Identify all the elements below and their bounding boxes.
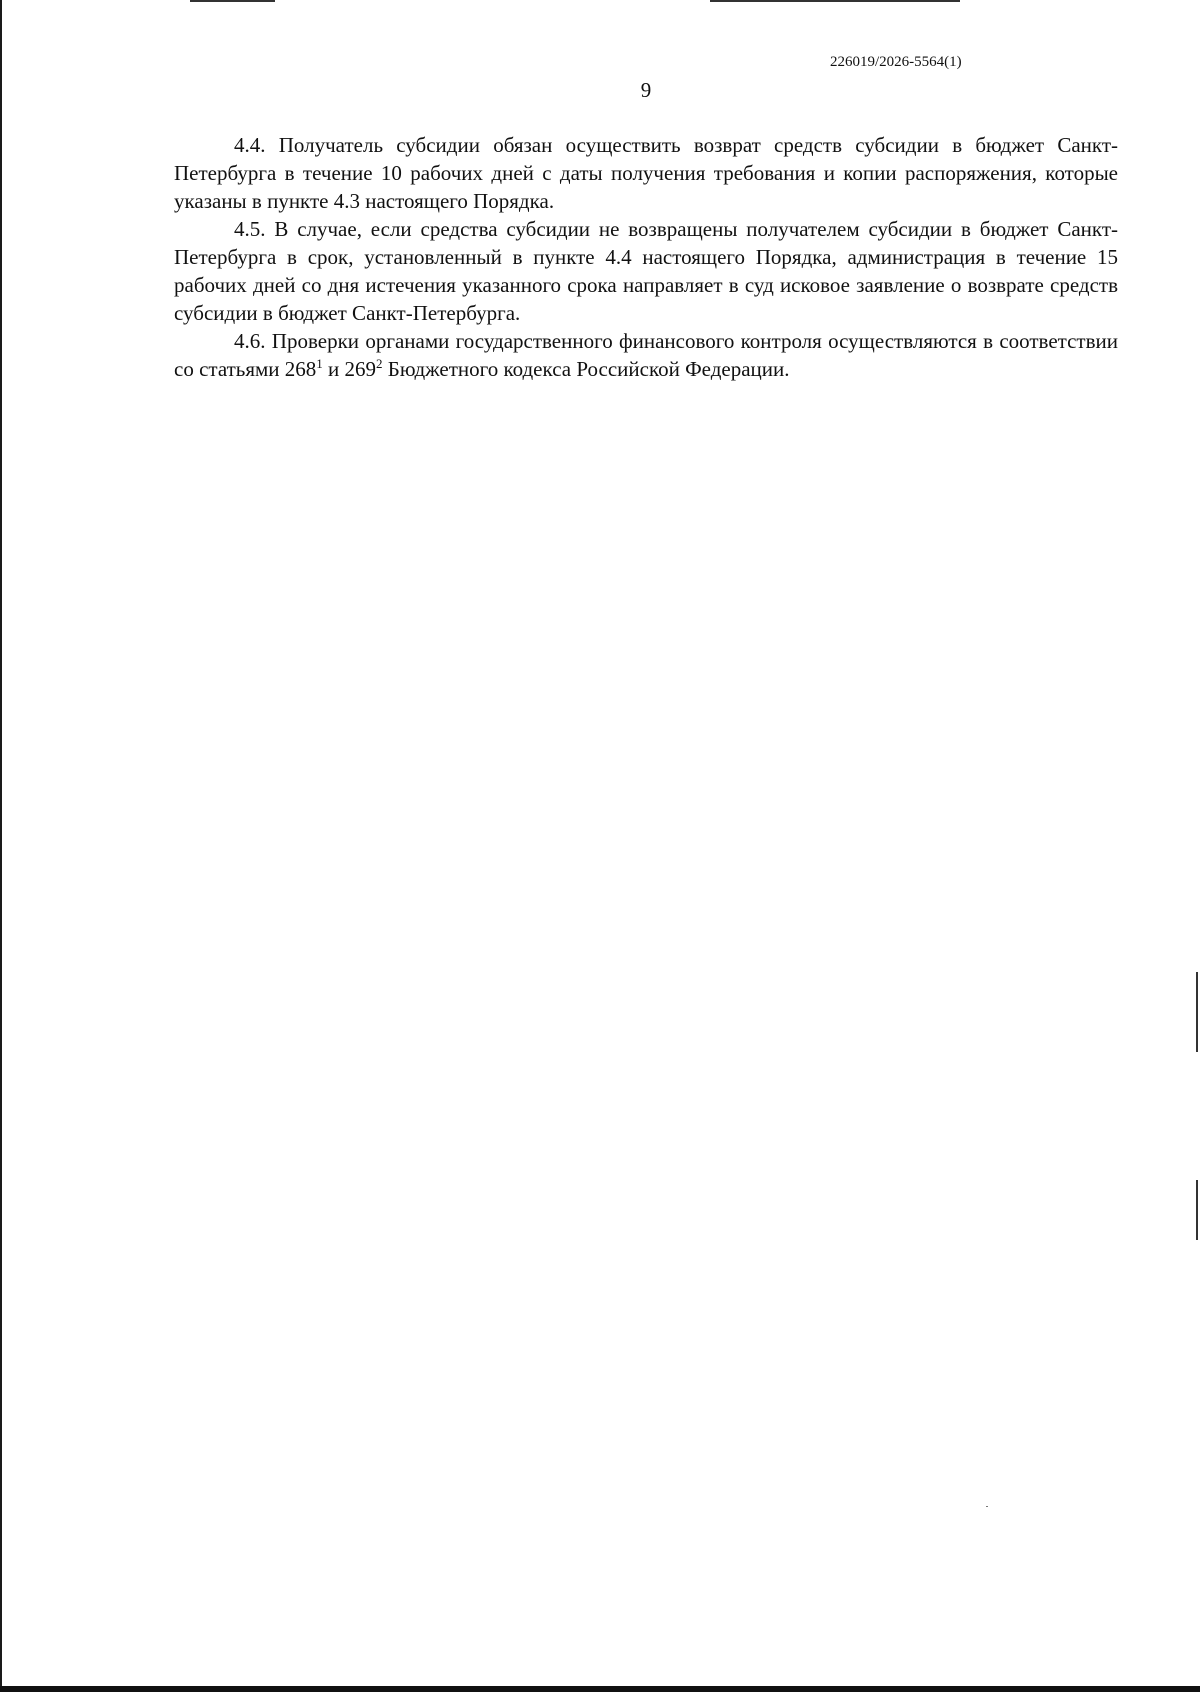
document-id: 226019/2026-5564(1) xyxy=(830,54,962,70)
scan-mark xyxy=(1196,1180,1198,1240)
paragraph-4-6 xyxy=(174,327,1118,383)
superscript: 1 xyxy=(316,356,323,371)
paragraph-4-6-part: 4.6. Проверки органами государственного финансового контроля осуществляются в соответствии со статьями 268 xyxy=(174,329,1118,381)
page-number: 9 xyxy=(640,78,652,102)
superscript: 2 xyxy=(376,356,383,371)
scan-edge-bottom xyxy=(0,1686,1200,1692)
paragraph-4-6-part: Бюджетного кодекса Российской Федерации. xyxy=(382,357,790,381)
paragraph-4-4: 4.4. Получатель субсидии обязан осуществить возврат средств субсидии в бюджет Санкт-Петербурга в течение 10 рабочих дней с даты получения требования и копии распоряжения, которые указаны в пункте 4.3 настоящего Порядка. xyxy=(174,133,1118,213)
scan-speck xyxy=(986,1506,988,1507)
scan-mark xyxy=(710,0,960,2)
paragraph-4-5: 4.5. В случае, если средства субсидии не возвращены получателем субсидии в бюджет Санкт-Петербурга в срок, установленный в пункте 4.4 настоящего Порядка, администрация в течение 15 рабочих дней со дня истечения указанного срока направляет в суд исковое заявление о возврате средств субсидии в бюджет Санкт-Петербурга. xyxy=(174,217,1118,325)
paragraph-4-6-part: и 269 xyxy=(322,357,377,381)
document-body xyxy=(174,131,1118,383)
scan-edge-left xyxy=(0,0,2,1692)
scan-mark xyxy=(1196,972,1198,1052)
scan-mark xyxy=(190,0,275,2)
